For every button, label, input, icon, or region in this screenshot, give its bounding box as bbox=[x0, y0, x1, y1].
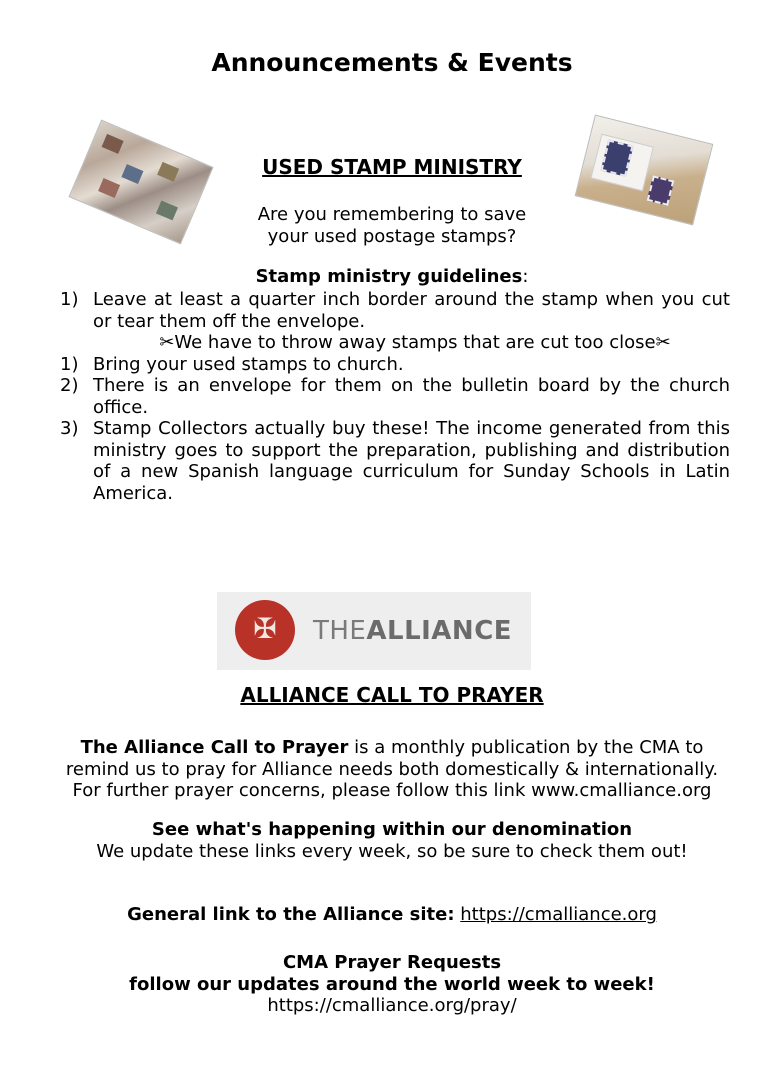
intro-line-3: For further prayer concerns, please follow this link www.cmalliance.org bbox=[72, 780, 712, 801]
intro-line-2: remind us to pray for Alliance needs both domestically & internationally. bbox=[65, 758, 719, 780]
guidelines-heading bbox=[180, 266, 604, 287]
general-link-line bbox=[40, 904, 744, 926]
denomination-text: We update these links every week, so be sure to check them out! bbox=[96, 840, 688, 862]
list-item bbox=[60, 289, 730, 332]
logo-text-bold: ALLIANCE bbox=[366, 616, 513, 646]
scissor-warning: ✂We have to throw away stamps that are cut too close✂ bbox=[159, 332, 671, 353]
prayer-requests-sub: follow our updates around the world week to week! bbox=[129, 973, 655, 995]
stamp-ministry-heading: USED STAMP MINISTRY bbox=[262, 155, 522, 179]
stamp-question bbox=[180, 204, 604, 248]
guidelines-list bbox=[60, 289, 730, 504]
page-title: Announcements & Events bbox=[211, 48, 573, 77]
question-line-2: your used postage stamps? bbox=[267, 226, 517, 247]
prayer-requests-link[interactable]: https://cmalliance.org/pray/ bbox=[267, 995, 517, 1016]
question-line-1: Are you remembering to save bbox=[257, 204, 527, 225]
guidelines-colon: : bbox=[522, 266, 529, 287]
general-link-label: General link to the Alliance site: bbox=[127, 904, 455, 925]
list-text: Bring your used stamps to church. bbox=[93, 353, 404, 375]
prayer-intro bbox=[40, 737, 744, 802]
list-number: 3) bbox=[60, 418, 79, 439]
intro-bold: The Alliance Call to Prayer bbox=[80, 737, 349, 758]
denomination-heading: See what's happening within our denomination bbox=[151, 819, 633, 840]
list-text: Stamp Collectors actually buy these! The income generated from this ministry goes to support the preparation, publishing and distribution of a new Spanish language curriculum for Sunday Schools in Latin America. bbox=[93, 418, 730, 504]
list-item bbox=[60, 354, 730, 376]
list-number: 1) bbox=[60, 353, 79, 375]
intro-rest: is a monthly publication by the CMA to bbox=[348, 737, 704, 758]
list-item bbox=[60, 418, 730, 504]
alliance-seal-icon bbox=[235, 600, 295, 660]
prayer-requests-heading: CMA Prayer Requests bbox=[282, 952, 502, 973]
guidelines-heading-text: Stamp ministry guidelines bbox=[255, 266, 523, 287]
list-text: Leave at least a quarter inch border around the stamp when you cut or tear them off the envelope. bbox=[93, 289, 730, 332]
list-number: 1) bbox=[60, 289, 79, 310]
denomination-section bbox=[40, 819, 744, 862]
general-link[interactable]: https://cmalliance.org bbox=[460, 904, 657, 925]
list-text: There is an envelope for them on the bulletin board by the church office. bbox=[93, 375, 730, 418]
stamp-shape bbox=[647, 175, 675, 206]
list-item bbox=[60, 375, 730, 418]
prayer-requests-section bbox=[40, 952, 744, 1017]
logo-text-light: THE bbox=[313, 616, 367, 646]
list-number: 2) bbox=[60, 375, 79, 396]
alliance-logo-text bbox=[313, 616, 512, 646]
alliance-logo bbox=[217, 592, 531, 670]
prayer-heading: ALLIANCE CALL TO PRAYER bbox=[240, 683, 544, 707]
